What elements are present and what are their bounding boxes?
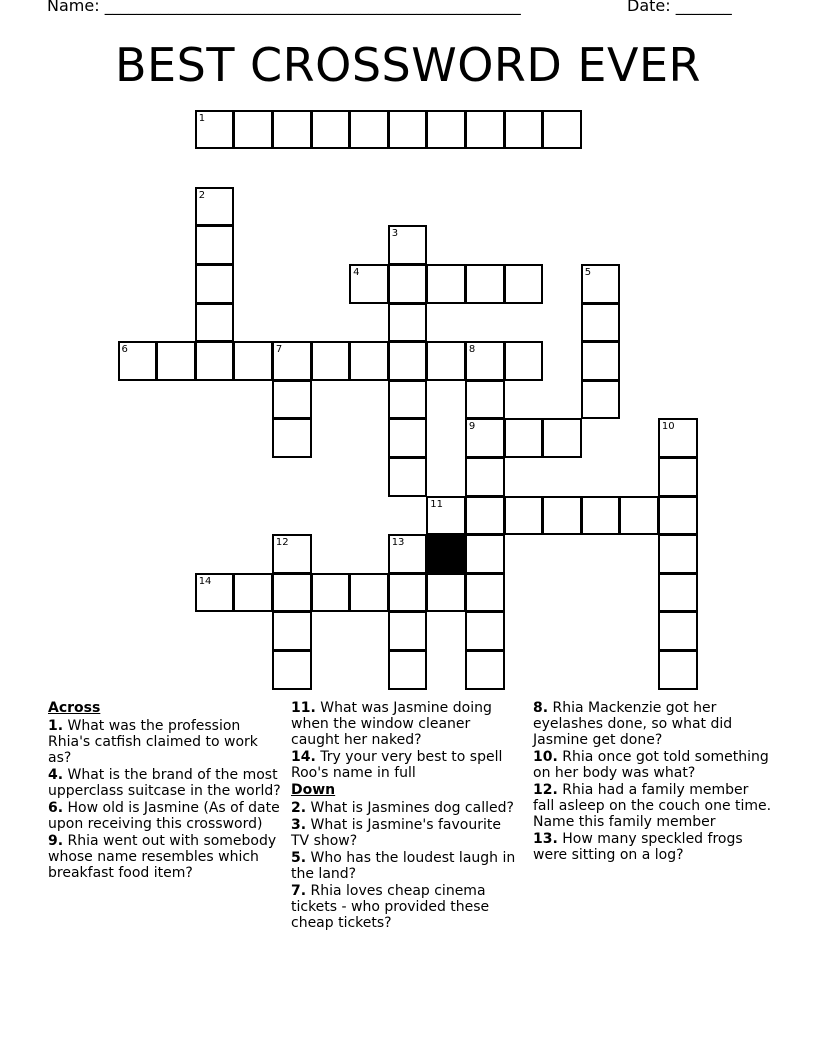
grid-cell[interactable] [581, 264, 621, 304]
grid-cell[interactable] [388, 380, 428, 420]
clue-item [48, 833, 284, 881]
clue-number: 4 [353, 266, 360, 278]
date-label: Date: [627, 0, 676, 15]
date-line: _______ [675, 0, 732, 15]
grid-cell[interactable] [542, 496, 582, 536]
grid-cell[interactable] [388, 418, 428, 458]
clue-item [291, 700, 521, 748]
grid-cell[interactable] [272, 341, 312, 381]
name-label: Name: [47, 0, 105, 15]
clue-item [533, 749, 773, 781]
grid-cell[interactable] [619, 496, 659, 536]
grid-cell[interactable] [465, 573, 505, 613]
grid-cell[interactable] [195, 110, 235, 150]
clue-item-number: 11. [291, 700, 316, 716]
grid-cell[interactable] [388, 264, 428, 304]
grid-cell[interactable] [581, 380, 621, 420]
grid-cell[interactable] [504, 264, 544, 304]
grid-cell[interactable] [118, 341, 158, 381]
grid-cell[interactable] [195, 264, 235, 304]
grid-cell[interactable] [195, 187, 235, 227]
clue-item [291, 817, 521, 849]
clue-item-text: Try your very best to spell Roo's name in full [291, 749, 503, 781]
clue-number: 1 [198, 112, 206, 124]
clue-item-text: How many speckled frogs were sitting on a log? [533, 831, 743, 863]
clue-item-text: What was Jasmine doing when the window cleaner caught her naked? [291, 700, 492, 748]
grid-cell[interactable] [426, 573, 466, 613]
clue-item-text: What was the profession Rhia's catfish claimed to work as? [48, 718, 258, 766]
grid-cell[interactable] [465, 110, 505, 150]
clue-item-number: 13. [533, 831, 558, 847]
grid-cell[interactable] [504, 496, 544, 536]
grid-cell[interactable] [388, 573, 428, 613]
clue-item-number: 5. [291, 850, 307, 866]
clue-item-number: 7. [291, 883, 307, 899]
clue-number: 3 [391, 228, 399, 240]
grid-cell[interactable] [311, 341, 351, 381]
clue-item [533, 831, 773, 863]
clue-item-number: 8. [533, 700, 549, 716]
page-title: BEST CROSSWORD EVER [115, 38, 701, 92]
clue-item-number: 4. [48, 767, 64, 783]
grid-cell[interactable] [195, 225, 235, 265]
grid-cell[interactable] [542, 110, 582, 150]
clue-item-text: Rhia had a family member fall asleep on the couch one time. Name this family member [533, 782, 772, 830]
grid-cell[interactable] [388, 457, 428, 497]
clue-item-text: Rhia once got told something on her body was what? [533, 749, 769, 781]
clue-item [48, 718, 284, 766]
grid-cell[interactable] [465, 534, 505, 574]
clue-item-text: Rhia loves cheap cinema tickets - who provided these cheap tickets? [291, 883, 490, 931]
grid-cell[interactable] [156, 341, 196, 381]
clue-number: 12 [275, 537, 289, 549]
grid-cell[interactable] [388, 611, 428, 651]
grid-cell[interactable] [195, 303, 235, 343]
clue-item [291, 883, 521, 931]
grid-cell[interactable] [426, 264, 466, 304]
grid-cell[interactable] [658, 534, 698, 574]
grid-cell[interactable] [195, 573, 235, 613]
clue-number: 11 [430, 498, 444, 510]
clue-item-number: 14. [291, 749, 316, 765]
clue-number: 7 [275, 344, 283, 356]
grid-cell[interactable] [272, 573, 312, 613]
grid-cell[interactable] [465, 650, 505, 690]
clues-column-1 [48, 700, 284, 882]
clue-item-number: 10. [533, 749, 558, 765]
clue-item [48, 800, 284, 832]
grid-cell[interactable] [272, 534, 312, 574]
grid-cell[interactable] [658, 650, 698, 690]
grid-cell[interactable] [388, 110, 428, 150]
grid-cell[interactable] [465, 380, 505, 420]
clues-column-2 [291, 700, 521, 932]
grid-block [426, 534, 466, 574]
clue-item-number: 12. [533, 782, 558, 798]
clue-item-text: What is Jasmine's favourite TV show? [291, 817, 501, 849]
grid-cell[interactable] [195, 341, 235, 381]
grid-cell[interactable] [504, 418, 544, 458]
grid-cell[interactable] [311, 110, 351, 150]
clue-number: 6 [121, 344, 128, 356]
grid-cell[interactable] [272, 418, 312, 458]
grid-cell[interactable] [426, 341, 466, 381]
clue-item-number: 6. [48, 800, 64, 816]
across-heading: Across [48, 700, 101, 716]
grid-cell[interactable] [272, 380, 312, 420]
grid-cell[interactable] [349, 341, 389, 381]
grid-cell[interactable] [658, 418, 698, 458]
grid-cell[interactable] [581, 303, 621, 343]
clue-number: 5 [584, 266, 592, 278]
clue-item-number: 1. [48, 718, 64, 734]
grid-cell[interactable] [388, 225, 428, 265]
clue-item-number: 2. [291, 800, 307, 816]
clue-item-text: What is Jasmines dog called? [306, 800, 514, 816]
grid-cell[interactable] [465, 611, 505, 651]
clues-column-3 [533, 700, 773, 864]
grid-cell[interactable] [581, 341, 621, 381]
grid-cell[interactable] [658, 573, 698, 613]
clue-item-text: Rhia Mackenzie got her eyelashes done, so what did Jasmine get done? [533, 700, 733, 748]
grid-cell[interactable] [233, 341, 273, 381]
clue-item-number: 9. [48, 833, 64, 849]
down-heading: Down [291, 782, 336, 798]
clue-item [533, 700, 773, 748]
grid-cell[interactable] [426, 110, 466, 150]
grid-cell[interactable] [388, 303, 428, 343]
grid-cell[interactable] [388, 650, 428, 690]
clue-number: 9 [468, 421, 476, 433]
grid-cell[interactable] [388, 534, 428, 574]
grid-cell[interactable] [465, 264, 505, 304]
clue-number: 8 [468, 344, 476, 356]
grid-cell[interactable] [465, 496, 505, 536]
grid-cell[interactable] [233, 573, 273, 613]
grid-cell[interactable] [581, 496, 621, 536]
grid-cell[interactable] [233, 110, 273, 150]
grid-cell[interactable] [465, 457, 505, 497]
grid-cell[interactable] [349, 573, 389, 613]
clue-item [291, 850, 521, 882]
grid-cell[interactable] [658, 611, 698, 651]
clue-item-text: How old is Jasmine (As of date upon receiving this crossword) [48, 800, 280, 832]
clue-item-text: What is the brand of the most upperclass suitcase in the world? [48, 767, 281, 799]
grid-cell[interactable] [272, 650, 312, 690]
grid-cell[interactable] [465, 418, 505, 458]
grid-cell[interactable] [349, 264, 389, 304]
clue-item [533, 782, 773, 830]
grid-cell[interactable] [504, 341, 544, 381]
clue-item-text: Rhia went out with somebody whose name resembles which breakfast food item? [48, 833, 277, 881]
grid-cell[interactable] [388, 341, 428, 381]
grid-cell[interactable] [311, 573, 351, 613]
clue-number: 10 [661, 421, 675, 433]
grid-cell[interactable] [658, 496, 698, 536]
grid-cell[interactable] [272, 611, 312, 651]
name-line: ____________________________________________________ [104, 0, 521, 15]
grid-cell[interactable] [465, 341, 505, 381]
grid-cell[interactable] [272, 110, 312, 150]
clue-item-text: Who has the loudest laugh in the land? [291, 850, 516, 882]
grid-cell[interactable] [426, 496, 466, 536]
grid-cell[interactable] [542, 418, 582, 458]
clue-item [48, 767, 284, 799]
clue-item [291, 800, 521, 816]
grid-cell[interactable] [349, 110, 389, 150]
clue-number: 2 [198, 189, 206, 201]
clue-number: 13 [391, 537, 405, 549]
grid-cell[interactable] [504, 110, 544, 150]
grid-cell[interactable] [658, 457, 698, 497]
clue-number: 14 [198, 575, 212, 587]
clue-item-number: 3. [291, 817, 307, 833]
clue-item [291, 749, 521, 781]
